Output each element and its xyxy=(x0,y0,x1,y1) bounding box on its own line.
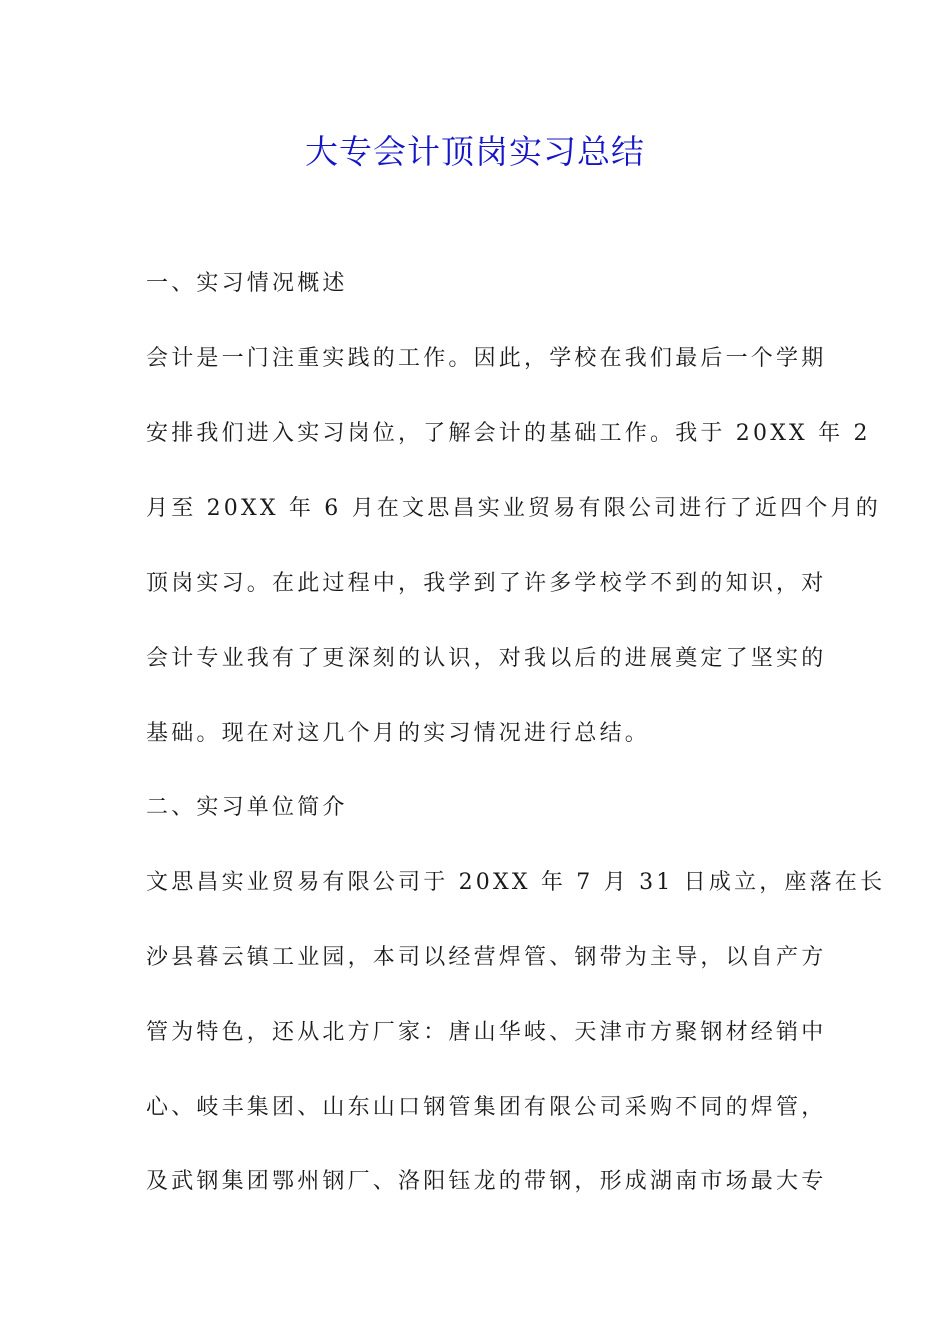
paragraph-line: 及武钢集团鄂州钢厂、洛阳钰龙的带钢，形成湖南市场最大专 xyxy=(146,1169,827,1194)
paragraph-line: 会计专业我有了更深刻的认识，对我以后的进展奠定了坚实的 xyxy=(146,646,827,671)
paragraph-line: 会计是一门注重实践的工作。因此，学校在我们最后一个学期 xyxy=(146,346,827,371)
document-title: 大专会计顶岗实习总结 xyxy=(305,132,645,171)
paragraph-line: 心、岐丰集团、山东山口钢管集团有限公司采购不同的焊管， xyxy=(146,1095,827,1120)
paragraph-line: 安排我们进入实习岗位，了解会计的基础工作。我于 20XX 年 2 xyxy=(146,421,871,446)
section-heading-overview: 一、实习情况概述 xyxy=(146,271,348,296)
section-heading-company: 二、实习单位简介 xyxy=(146,795,348,820)
paragraph-line: 顶岗实习。在此过程中，我学到了许多学校学不到的知识，对 xyxy=(146,571,827,596)
paragraph-line: 月至 20XX 年 6 月在文思昌实业贸易有限公司进行了近四个月的 xyxy=(146,496,881,521)
paragraph-line: 文思昌实业贸易有限公司于 20XX 年 7 月 31 日成立，座落在长 xyxy=(146,870,886,895)
paragraph-line: 管为特色，还从北方厂家：唐山华岐、天津市方聚钢材经销中 xyxy=(146,1020,827,1045)
paragraph-line: 基础。现在对这几个月的实习情况进行总结。 xyxy=(146,721,651,746)
paragraph-line: 沙县暮云镇工业园，本司以经营焊管、钢带为主导，以自产方 xyxy=(146,945,827,970)
